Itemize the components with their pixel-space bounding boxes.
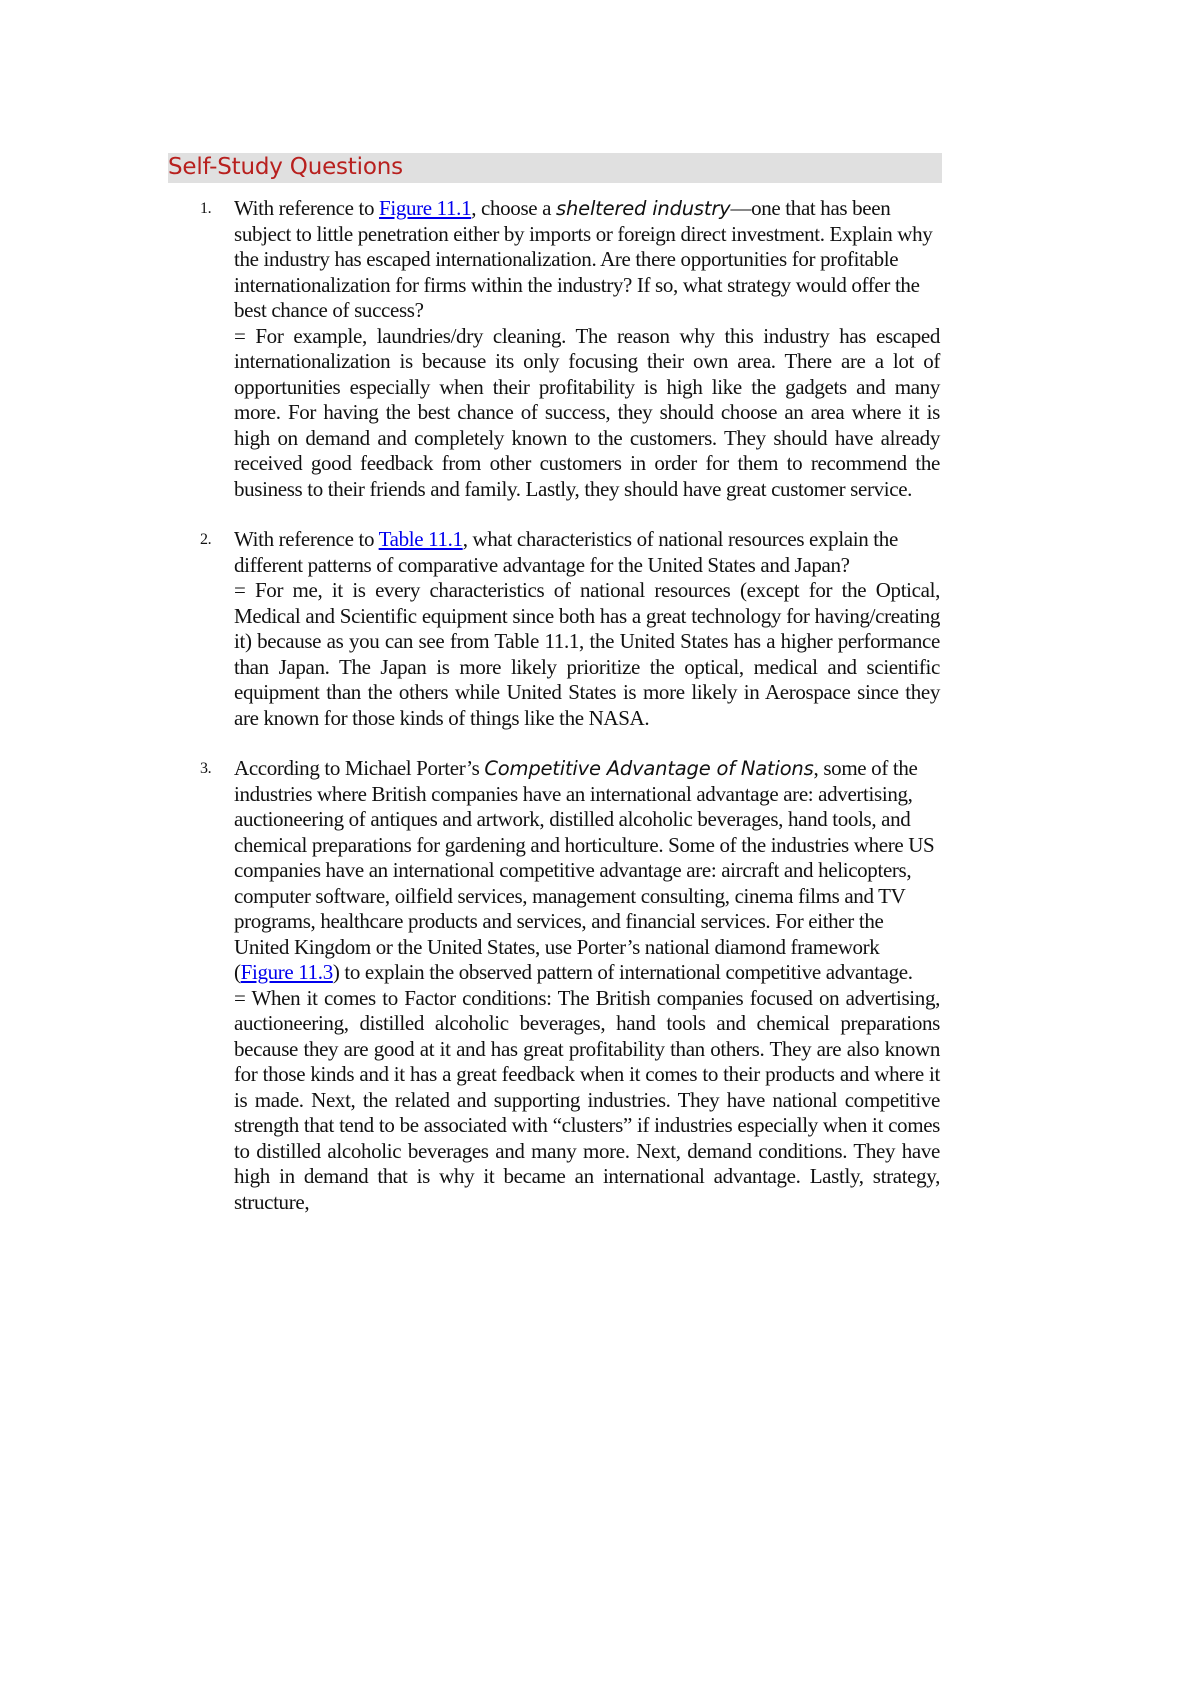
item-number: 3.	[200, 760, 212, 777]
answer-text: = When it comes to Factor conditions: The British companies focused on advertising, auctioneering, distilled alcoholic beverages, hand tools and chemical preparations because they are good at it and has great profitability than others. They are also known for those kinds and it has a great feedback when it comes to their products and where it is made. Next, the related and supporting industries. They have national competitive strength that tend to be associated with “clusters” if industries especially when it comes to distilled alcoholic beverages and many more. Next, demand conditions. They have high in demand that is why it became an international advantage. Lastly, strategy, structure,	[234, 985, 940, 1214]
question-text	[234, 527, 940, 578]
item-number: 2.	[200, 531, 212, 548]
list-item	[200, 527, 940, 731]
text: —one that has been subject to little penetration either by imports or foreign direct investment. Explain why the industry has escaped internationalization. Are there opportunities for profitable internationalization for firms within the industry? If so, what strategy would offer the best chance of success?	[234, 196, 933, 322]
text: With reference to	[234, 527, 379, 551]
figure-link[interactable]: Figure 11.1	[379, 196, 472, 220]
figure-link[interactable]: Figure 11.3	[240, 960, 333, 984]
text: , choose a	[471, 196, 557, 220]
section-heading: Self-Study Questions	[168, 154, 403, 180]
item-number: 1.	[200, 200, 212, 217]
question-text	[234, 196, 940, 324]
answer-text: = For example, laundries/dry cleaning. The reason why this industry has escaped internationalization is because its only focusing their own area. There are a lot of opportunities especially when their profitability is high like the gadgets and many more. For having the best chance of success, they should choose an area where it is high on demand and completely known to the customers. They should have already received good feedback from other customers in order for them to recommend the business to their friends and family. Lastly, they should have great customer service.	[234, 323, 940, 501]
question-list	[200, 196, 940, 1240]
text: According to Michael Porter’s	[234, 756, 485, 780]
text: ) to explain the observed pattern of international competitive advantage.	[332, 960, 913, 984]
list-item	[200, 196, 940, 502]
answer-text: = For me, it is every characteristics of national resources (except for the Optical, Medical and Scientific equipment since both has a great technology for having/creating it) because as you can see from Table 11.1, the United States has a higher performance than Japan. The Japan is more likely prioritize the optical, medical and scientific equipment than the others while United States is more likely in Aerospace since they are known for those kinds of things like the NASA.	[234, 578, 940, 730]
section-heading-bar	[168, 153, 942, 183]
table-link[interactable]: Table 11.1	[378, 527, 463, 551]
list-item	[200, 756, 940, 1215]
italic-title: Competitive Advantage of Nations	[484, 757, 814, 780]
text: , what characteristics of national resources explain the different patterns of comparative advantage for the United States and Japan?	[234, 527, 898, 577]
text: , some of the industries where British companies have an international advantage are: advertising, auctioneering of antiques and artwork, distilled alcoholic beverages, hand tools, and chemical preparations for gardening and horticulture. Some of the industries where US companies have an international competitive advantage are: aircraft and helicopters, computer software, oilfield services, management consulting, cinema films and TV programs, healthcare products and services, and financial services. For either the United Kingdom or the United States, use Porter’s national diamond framework (	[234, 756, 935, 984]
italic-term: sheltered industry	[556, 197, 731, 220]
text: With reference to	[234, 196, 380, 220]
question-text	[234, 756, 940, 986]
